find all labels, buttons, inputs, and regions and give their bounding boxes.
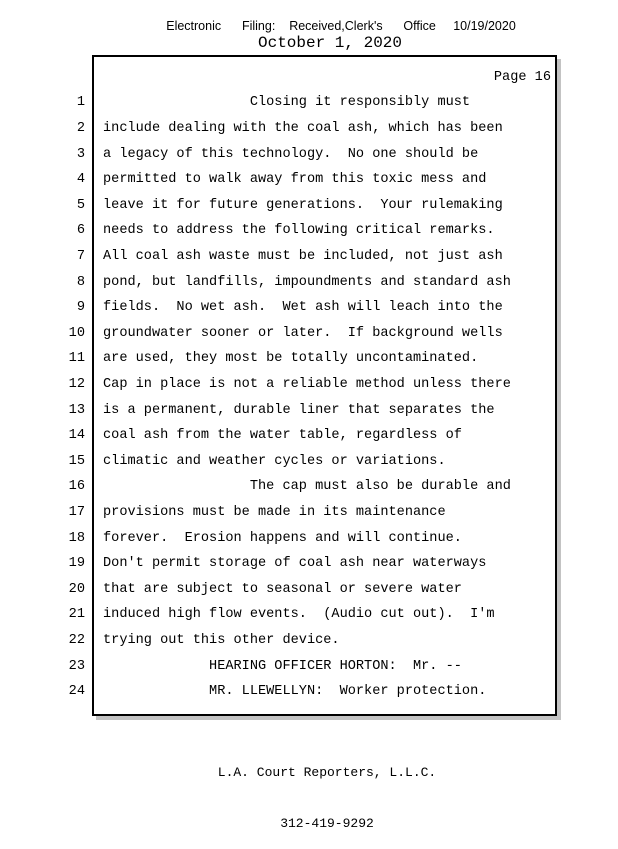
line-text: forever. Erosion happens and will continue. xyxy=(103,530,462,546)
line-number: 6 xyxy=(76,223,85,239)
reporter-footer xyxy=(0,730,618,849)
line-number: 2 xyxy=(76,120,85,136)
line-number: 16 xyxy=(68,479,85,495)
line-text: permitted to walk away from this toxic mess and xyxy=(103,172,487,188)
line-text: provisions must be made in its maintenance xyxy=(103,505,446,521)
transcript-line xyxy=(0,167,556,193)
line-number: 20 xyxy=(68,581,85,597)
reporter-name: L.A. Court Reporters, L.L.C. xyxy=(217,765,437,780)
line-text: a legacy of this technology. No one should be xyxy=(103,146,479,162)
line-text: are used, they most be totally uncontaminated. xyxy=(103,351,479,367)
transcript-line xyxy=(0,141,556,167)
transcript-line xyxy=(0,577,556,603)
line-number: 15 xyxy=(68,453,85,469)
transcript-line xyxy=(0,295,556,321)
line-text: leave it for future generations. Your rulemaking xyxy=(103,197,503,213)
transcript-line xyxy=(0,192,556,218)
transcript-line xyxy=(0,423,556,449)
reporter-phone: 312-419-9292 xyxy=(280,816,374,831)
line-number: 7 xyxy=(76,248,85,264)
transcript-line xyxy=(0,397,556,423)
line-text: pond, but landfills, impoundments and standard ash xyxy=(103,274,511,290)
transcript-line xyxy=(0,602,556,628)
line-number: 21 xyxy=(68,607,85,623)
line-text: climatic and weather cycles or variations. xyxy=(103,453,446,469)
transcript-line xyxy=(0,320,556,346)
line-text: include dealing with the coal ash, which has been xyxy=(103,120,503,136)
line-number: 19 xyxy=(68,556,85,572)
line-number: 18 xyxy=(68,530,85,546)
line-text: is a permanent, durable liner that separates the xyxy=(103,402,495,418)
line-number: 24 xyxy=(68,684,85,700)
transcript-line xyxy=(0,449,556,475)
transcript-line xyxy=(0,218,556,244)
line-number: 13 xyxy=(68,402,85,418)
line-number: 12 xyxy=(68,377,85,392)
line-number: 22 xyxy=(68,633,85,649)
transcript-line xyxy=(0,653,556,679)
line-number: 23 xyxy=(68,658,85,674)
line-number: 1 xyxy=(76,95,85,111)
line-text: Cap in place is not a reliable method unless there xyxy=(103,377,511,392)
transcript-line xyxy=(0,269,556,295)
line-number: 11 xyxy=(68,351,85,367)
transcript-lines xyxy=(0,90,556,705)
line-text: Don't permit storage of coal ash near waterways xyxy=(103,556,487,572)
line-text: trying out this other device. xyxy=(103,633,340,649)
line-number: 10 xyxy=(68,325,85,341)
line-number: 5 xyxy=(76,197,85,213)
line-number: 4 xyxy=(76,172,85,188)
page-number-label: Page 16 xyxy=(493,70,551,85)
transcript-line xyxy=(0,500,556,526)
transcript-line xyxy=(0,116,556,142)
line-number: 14 xyxy=(68,428,85,444)
line-text: coal ash from the water table, regardless of xyxy=(103,428,462,444)
line-text: MR. LLEWELLYN: Worker protection. xyxy=(103,684,487,700)
hearing-date: October 1, 2020 xyxy=(257,34,403,52)
line-number: 8 xyxy=(76,274,85,290)
line-number: 17 xyxy=(68,505,85,521)
line-number: 3 xyxy=(76,146,85,162)
transcript-line xyxy=(0,474,556,500)
transcript-line xyxy=(0,525,556,551)
transcript-line xyxy=(0,346,556,372)
line-text: HEARING OFFICER HORTON: Mr. -- xyxy=(103,658,462,674)
transcript-line xyxy=(0,628,556,654)
line-text: All coal ash waste must be included, not just ash xyxy=(103,248,503,264)
line-number: 9 xyxy=(76,300,85,316)
line-text: needs to address the following critical remarks. xyxy=(103,223,495,239)
transcript-line xyxy=(0,679,556,705)
transcript-line xyxy=(0,372,556,398)
line-text: groundwater sooner or later. If background wells xyxy=(103,325,503,341)
electronic-filing-stamp: Electronic Filing: Received,Clerk's Office 10/19/2020 xyxy=(166,19,516,33)
line-text: The cap must also be durable and xyxy=(103,479,511,495)
transcript-line xyxy=(0,244,556,270)
line-text: fields. No wet ash. Wet ash will leach into the xyxy=(103,300,503,316)
transcript-line xyxy=(0,551,556,577)
line-text: Closing it responsibly must xyxy=(103,95,471,111)
transcript-line xyxy=(0,90,556,116)
line-text: that are subject to seasonal or severe water xyxy=(103,581,462,597)
line-text: induced high flow events. (Audio cut out). I'm xyxy=(103,607,495,623)
